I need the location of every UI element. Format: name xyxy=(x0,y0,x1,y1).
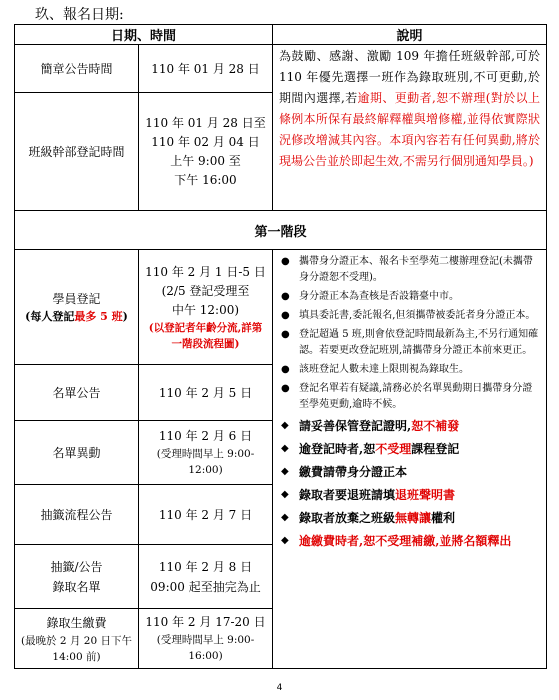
draw-process-label: 抽籤流程公告 xyxy=(15,485,139,545)
payment-date: 110 年 2 月 17-20 日 (受理時間早上 9:00-16:00) xyxy=(139,609,273,669)
note-item: ● 該班登記人數未達上限則視為錄取生。 xyxy=(281,364,470,375)
cadre-description: 為鼓勵、感謝、激勵 109 年擔任班級幹部,可於 110 年優先選擇一班作為錄取班別,不可更動,於期間內選擇,若逾期、更動者,恕不辦理(對於以上條例本所保有最終解釋權與增修權,並得依實際狀況修改增減其內容。本項內容若有任何異動,將於現場公告並於即起生效,不需另行個別通知學員。) xyxy=(273,45,547,211)
note-item-bold: ◆ 逾登記時者,恕不受理課程登記 xyxy=(281,442,460,456)
page-number: 4 xyxy=(276,683,283,693)
payment-label: 錄取生繳費 (最晚於 2 月 20 日下午 14:00 前) xyxy=(15,609,139,669)
note-item: ● 登記名單若有疑議,請務必於名單異動期日攜帶身分證至學苑更動,逾時不候。 xyxy=(281,383,533,410)
student-registration-label: 學員登記 (每人登記最多 5 班) xyxy=(15,250,139,365)
announcement-label: 簡章公告時間 xyxy=(15,45,139,93)
note-item-bold: ◆ 繳費請帶身分證正本 xyxy=(281,465,408,479)
student-registration-date: 110 年 2 月 1 日-5 日 (2/5 登記受理至 中午 12:00) (以登記者年齡分流,詳第一階段流程圖) xyxy=(139,250,273,365)
note-item-bold: ◆ 請妥善保管登記證明,恕不補發 xyxy=(281,419,460,433)
note-item-bold: ◆ 逾繳費時者,恕不受理補繳,並將名額釋出 xyxy=(281,534,512,548)
note-item: ● 攜帶身分證正本、報名卡至學苑二樓辦理登記(未攜帶身分證恕不受理)。 xyxy=(281,256,533,283)
header-date-time: 日期、時間 xyxy=(15,25,273,45)
header-description: 說明 xyxy=(273,25,547,45)
cadre-registration-label: 班級幹部登記時間 xyxy=(15,93,139,211)
stage-one-title: 第一階段 xyxy=(15,211,547,250)
announcement-date: 110 年 01 月 28 日 xyxy=(139,45,273,93)
list-change-label: 名單異動 xyxy=(15,421,139,485)
list-announcement-label: 名單公告 xyxy=(15,365,139,421)
list-announcement-date: 110 年 2 月 5 日 xyxy=(139,365,273,421)
draw-process-date: 110 年 2 月 7 日 xyxy=(139,485,273,545)
note-item-bold: ◆ 錄取者要退班請填退班聲明書 xyxy=(281,488,456,502)
list-change-date: 110 年 2 月 6 日 (受理時間早上 9:00-12:00) xyxy=(139,421,273,485)
note-item: ● 填具委託書,委託報名,但須攜帶被委託者身分證正本。 xyxy=(281,310,536,321)
registration-schedule-table xyxy=(14,24,547,669)
note-item: ● 身分證正本為查核是否設籍臺中市。 xyxy=(281,291,460,302)
note-item-bold: ◆ 錄取者放棄之班級無轉讓權利 xyxy=(281,511,456,525)
note-item: ● 登記超過 5 班,則會依登記時間最新為主,不另行通知確認。若要更改登記班別,請攜帶身分證正本前來更正。 xyxy=(281,329,539,356)
notes-list-cell xyxy=(273,250,547,669)
section-heading: 玖、報名日期: xyxy=(35,7,124,23)
draw-announcement-date: 110 年 2 月 8 日 09:00 起至抽完為止 xyxy=(139,545,273,609)
cadre-registration-date: 110 年 01 月 28 日至 110 年 02 月 04 日 上午 9:00 至 下午 16:00 xyxy=(139,93,273,211)
draw-announcement-label: 抽籤/公告 錄取名單 xyxy=(15,545,139,609)
